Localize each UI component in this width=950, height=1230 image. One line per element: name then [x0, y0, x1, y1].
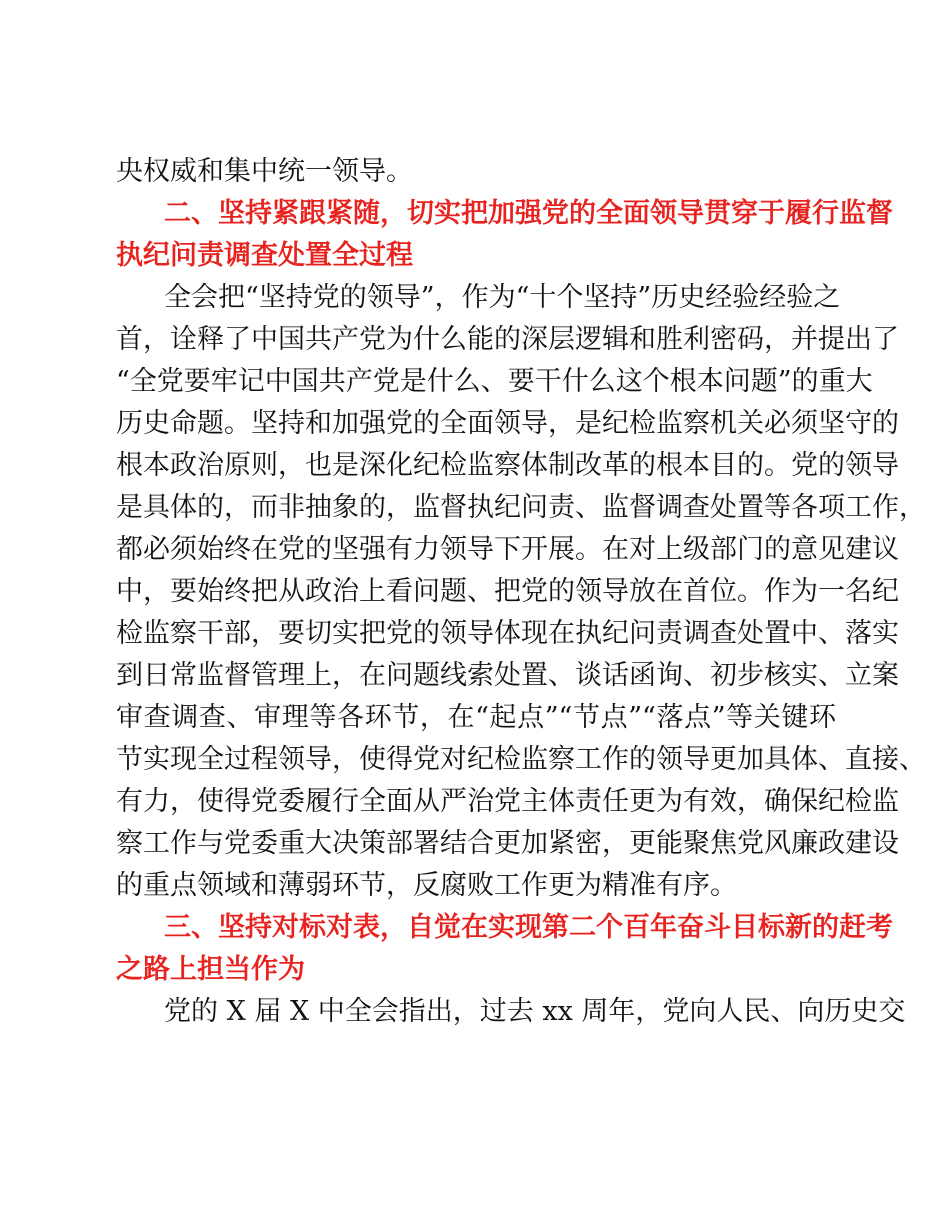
- paragraph-line: 历史命题。坚持和加强党的全面领导，是纪检监察机关必须坚守的: [116, 408, 899, 439]
- paragraph-line: 央权威和集中统一领导。: [116, 156, 413, 187]
- paragraph-line: 的重点领域和薄弱环节，反腐败工作更为精准有序。: [116, 870, 737, 901]
- section-heading-2: [116, 193, 893, 277]
- paragraph-line: 全会把“坚持党的领导”，作为“十个坚持”历史经验经验之: [164, 282, 841, 313]
- paragraph-line: 审查调查、审理等各环节，在“起点”“节点”“落点”等关键环: [116, 702, 836, 733]
- heading-line: 之路上担当作为: [116, 954, 305, 985]
- paragraph-line: 检监察干部，要切实把党的领导体现在执纪问责调查处置中、落实: [116, 618, 899, 649]
- document-page: [116, 151, 926, 1033]
- paragraph-line: “全党要牢记中国共产党是什么、要干什么这个根本问题”的重大: [116, 366, 873, 397]
- paragraph-line: 党的 X 届 X 中全会指出，过去 xx 周年，党向人民、向历史交: [164, 996, 906, 1027]
- paragraph: [116, 277, 926, 907]
- paragraph-line: 根本政治原则，也是深化纪检监察体制改革的根本目的。党的领导: [116, 450, 899, 481]
- paragraph-line: 察工作与党委重大决策部署结合更加紧密，更能聚焦党风廉政建设: [116, 828, 899, 859]
- paragraph-line: 首，诠释了中国共产党为什么能的深层逻辑和胜利密码，并提出了: [116, 324, 899, 355]
- heading-line: 执纪问责调查处置全过程: [116, 240, 413, 271]
- paragraph-line: 都必须始终在党的坚强有力领导下开展。在对上级部门的意见建议: [116, 534, 899, 565]
- paragraph-line: 到日常监督管理上，在问题线索处置、谈话函询、初步核实、立案: [116, 660, 899, 691]
- paragraph-line: 中，要始终把从政治上看问题、把党的领导放在首位。作为一名纪: [116, 576, 899, 607]
- paragraph-line: 有力，使得党委履行全面从严治党主体责任更为有效，确保纪检监: [116, 786, 899, 817]
- paragraph-line: 节实现全过程领导，使得党对纪检监察工作的领导更加具体、直接、: [116, 744, 926, 775]
- paragraph-line: 是具体的，而非抽象的，监督执纪问责、监督调查处置等各项工作，: [116, 492, 926, 523]
- heading-line: 二、坚持紧跟紧随，切实把加强党的全面领导贯穿于履行监督: [164, 198, 893, 229]
- section-heading-3: [116, 907, 893, 991]
- heading-line: 三、坚持对标对表，自觉在实现第二个百年奋斗目标新的赶考: [164, 912, 893, 943]
